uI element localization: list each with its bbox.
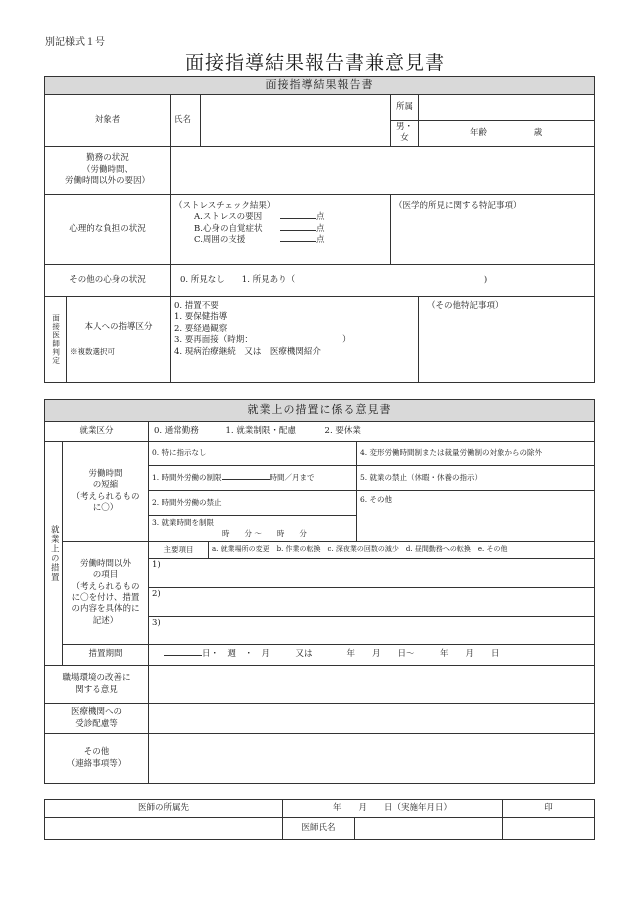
hours-label-line: の短縮 xyxy=(92,480,119,491)
measure-row-1[interactable]: 1) xyxy=(149,559,595,588)
hours-option-1-label: 1. 時間外労働の制限 xyxy=(152,472,222,482)
guidance-option[interactable]: 1. 要保健指導 xyxy=(174,312,228,323)
age-label: 年齢 xyxy=(470,127,488,138)
hours-option-2[interactable]: 2. 時間外労働の禁止 xyxy=(149,491,357,516)
report-table xyxy=(44,76,595,383)
medical-notes-label: （医学的所見に関する特記事項） xyxy=(394,200,522,211)
name-label: 氏名 xyxy=(171,95,201,147)
medical-notes-cell[interactable] xyxy=(391,194,595,264)
other-condition-options: 0. 所見なし 1. 所見あり（ xyxy=(180,274,296,285)
period-text: 日・ 週 ・ 月 又は 年 月 日〜 年 月 日 xyxy=(202,649,500,660)
stress-item-unit: 点 xyxy=(316,212,325,223)
hours-label xyxy=(63,442,149,542)
other-items-line: の内容を具体的に xyxy=(71,604,140,615)
work-category-cell[interactable] xyxy=(149,422,595,442)
other-items-line: の項目 xyxy=(92,570,119,581)
hours-option-3-label: 3. 就業時間を制限 xyxy=(152,518,215,528)
report-header: 面接指導結果報告書 xyxy=(45,77,595,95)
hours-option-5[interactable]: 5. 就業の禁止（休暇・休養の指示） xyxy=(357,466,595,491)
other-items-line: に〇を付け、措置 xyxy=(71,593,140,603)
footer-table xyxy=(44,799,595,840)
other-items-line: 記述） xyxy=(92,615,119,626)
hours-option-3[interactable] xyxy=(149,516,357,542)
other-condition-close: ) xyxy=(483,274,488,285)
medical-referral-label xyxy=(45,704,149,734)
guidance-label-cell xyxy=(67,296,171,382)
hours-option-0[interactable]: 0. 特に指示なし xyxy=(149,442,357,466)
hours-option-4[interactable]: 4. 変形労働時間制または裁量労働制の対象からの除外 xyxy=(357,442,595,466)
affiliation-label: 所属 xyxy=(391,95,419,121)
guidance-options-cell[interactable] xyxy=(171,296,419,382)
stress-item-unit: 点 xyxy=(316,235,325,246)
opinion-table xyxy=(44,399,595,784)
other-field[interactable] xyxy=(149,734,595,784)
other-notes-label: （その他特記事項） xyxy=(427,300,504,311)
period-label: 措置期間 xyxy=(63,645,149,666)
work-status-line: （労働時間、 xyxy=(81,164,133,175)
page-title: 面接指導結果報告書兼意見書 xyxy=(184,52,445,74)
seal-field[interactable] xyxy=(503,818,595,840)
guidance-option[interactable]: 4. 現病治療継続 又は 医療機関紹介 xyxy=(174,346,321,357)
stress-item-unit: 点 xyxy=(316,223,325,234)
age-unit: 歳 xyxy=(533,127,543,138)
doctor-name-field[interactable] xyxy=(355,818,503,840)
environment-line: 職場環境の改善に xyxy=(62,673,131,684)
hours-limit-suffix: 時間／月まで xyxy=(269,472,315,482)
other-items-line: 労働時間以外 xyxy=(79,558,131,569)
hours-label-line: （考えられるもの xyxy=(71,491,140,502)
multi-select-note: ※複数選択可 xyxy=(70,347,115,357)
measures-vertical-label: 就業上の措置 xyxy=(45,442,63,666)
work-status-field[interactable] xyxy=(171,146,595,194)
environment-field[interactable] xyxy=(149,666,595,704)
main-items-options[interactable]: a. 就業場所の変更 b. 作業の転換 c. 深夜業の回数の減少 d. 昼間勤務への転換 e. その他 xyxy=(209,542,595,559)
stress-item-label: C.周囲の支援 xyxy=(194,235,246,246)
other-condition-cell[interactable] xyxy=(171,264,595,296)
doctor-affiliation-label: 医師の所属先 xyxy=(45,800,283,818)
work-category-option[interactable]: 0. 通常勤務 xyxy=(154,425,199,436)
other-line: （連絡事項等） xyxy=(66,758,127,769)
other-notes-cell[interactable] xyxy=(419,296,595,382)
opinion-header: 就業上の措置に係る意見書 xyxy=(45,400,595,422)
work-category-option[interactable]: 1. 就業制限・配慮 xyxy=(225,425,296,436)
psych-label: 心理的な負担の状況 xyxy=(45,194,171,264)
seal-label: 印 xyxy=(503,800,595,818)
hours-label-line: 労働時間 xyxy=(88,468,123,479)
environment-line: 関する意見 xyxy=(75,684,118,695)
subject-label: 対象者 xyxy=(45,95,171,147)
medical-referral-line: 医療機関への xyxy=(70,707,122,718)
date-label: 年 月 日（実施年月日） xyxy=(283,800,503,818)
stress-item-label: B.心身の自覚症状 xyxy=(194,223,263,234)
stress-check-title: （ストレスチェック結果） xyxy=(174,200,276,211)
other-line: その他 xyxy=(83,747,110,758)
doctor-name-label: 医師氏名 xyxy=(283,818,355,840)
other-label xyxy=(45,734,149,784)
hours-option-1[interactable] xyxy=(149,466,357,491)
other-items-line: （考えられるもの xyxy=(71,581,140,592)
age-cell[interactable] xyxy=(419,121,595,147)
medical-referral-field[interactable] xyxy=(149,704,595,734)
name-field[interactable] xyxy=(201,95,391,147)
judgement-vertical-label: 面接医師判定 xyxy=(45,296,67,382)
work-status-line: 勤務の状況 xyxy=(86,153,129,164)
guidance-label: 本人への指導区分 xyxy=(84,321,153,332)
work-category-option[interactable]: 2. 要休業 xyxy=(324,425,361,436)
other-condition-label: その他の心身の状況 xyxy=(45,264,171,296)
sex-options[interactable]: 男・女 xyxy=(391,121,419,147)
period-cell[interactable] xyxy=(149,645,595,666)
work-category-label: 就業区分 xyxy=(45,422,149,442)
hours-option-6[interactable]: 6. その他 xyxy=(357,491,595,542)
work-status-line: 労働時間以外の要因） xyxy=(64,176,150,187)
guidance-option[interactable]: 2. 要経過観察 xyxy=(174,323,228,334)
guidance-option[interactable]: 0. 措置不要 xyxy=(174,300,219,311)
other-items-label xyxy=(63,542,149,645)
affiliation-field[interactable] xyxy=(419,95,595,121)
hours-time-line: 時 分 〜 時 分 xyxy=(222,528,307,538)
doctor-affiliation-field[interactable] xyxy=(45,818,283,840)
work-status-label xyxy=(45,146,171,194)
guidance-option[interactable]: 3. 要再面接（時期： ） xyxy=(174,335,351,346)
form-number: 別記様式１号 xyxy=(45,37,105,48)
measure-row-3[interactable]: 3) xyxy=(149,617,595,645)
stress-item-label: A.ストレスの要因 xyxy=(194,212,263,223)
hours-label-line: に〇） xyxy=(92,502,119,513)
environment-label xyxy=(45,666,149,704)
measure-row-2[interactable]: 2) xyxy=(149,588,595,617)
stress-check-cell[interactable] xyxy=(171,194,391,264)
medical-referral-line: 受診配慮等 xyxy=(75,718,118,729)
main-items-label: 主要項目 xyxy=(149,542,209,559)
